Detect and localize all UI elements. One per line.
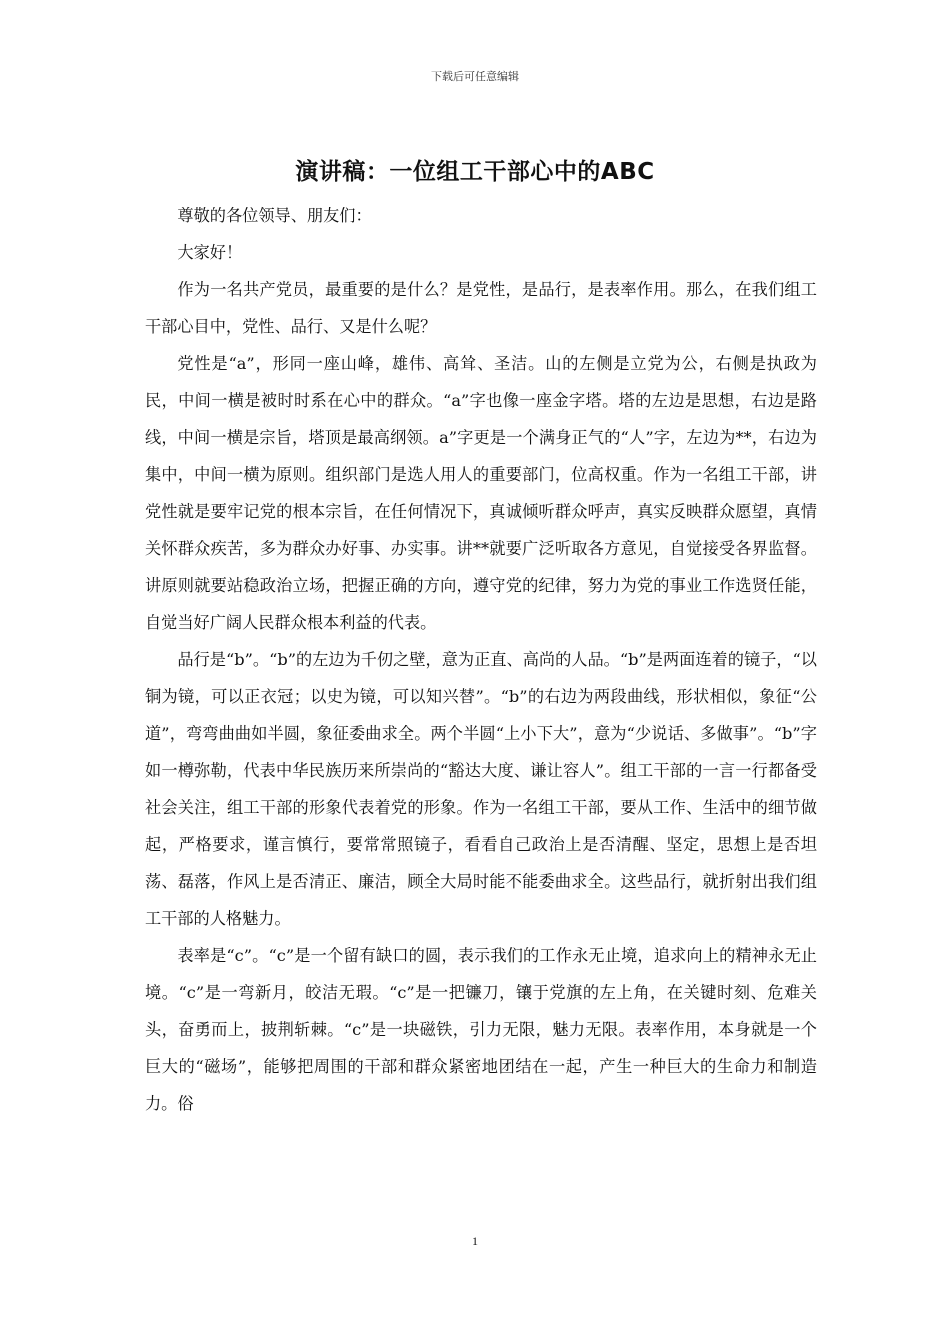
paragraph-salutation: 尊敬的各位领导、朋友们： [177, 206, 372, 225]
paragraph-greeting: 大家好！ [177, 243, 243, 262]
document-body [145, 197, 817, 1122]
page-number: 1 [472, 1234, 478, 1248]
paragraph-conduct-b: 品行是“b”。“b”的左边为千仞之壁，意为正直、高尚的人品。“b”是两面连着的镜子，“以铜为镜，可以正衣冠；以史为镜，可以知兴替”。“b”的右边为两段曲线，形状相似，象征“公道”，弯弯曲曲如半圆，象征委曲求全。两个半圆“上小下大”，意为“少说话、多做事”。“b”字如一樽弥勒，代表中华民族历来所崇尚的“豁达大度、谦让容人”。组工干部的一言一行都备受社会关注，组工干部的形象代表着党的形象。作为一名组工干部，要从工作、生活中的细节做起，严格要求，谨言慎行，要常常照镜子，看看自己政治上是否清醒、坚定，思想上是否坦荡、磊落，作风上是否清正、廉洁，顾全大局时能不能委曲求全。这些品行，就折射出我们组工干部的人格魅力。 [145, 650, 817, 928]
paragraph-party-spirit-a: 党性是“a”，形同一座山峰，雄伟、高耸、圣洁。山的左侧是立党为公，右侧是执政为民，中间一横是被时时系在心中的群众。“a”字也像一座金字塔。塔的左边是思想，右边是路线，中间一横是宗旨，塔顶是最高纲领。a”字更是一个满身正气的“人”字，左边为**，右边为集中，中间一横为原则。组织部门是选人用人的重要部门，位高权重。作为一名组工干部，讲党性就是要牢记党的根本宗旨，在任何情况下，真诚倾听群众呼声，真实反映群众愿望，真情关怀群众疾苦，多为群众办好事、办实事。讲**就要广泛听取各方意见，自觉接受各界监督。讲原则就要站稳政治立场，把握正确的方向，遵守党的纪律，努力为党的事业工作选贤任能，自觉当好广阔人民群众根本利益的代表。 [145, 354, 817, 632]
document-title: 演讲稿：一位组工干部心中的ABC [295, 159, 655, 185]
paragraph-example-c: 表率是“c”。“c”是一个留有缺口的圆，表示我们的工作永无止境，追求向上的精神永无止境。“c”是一弯新月，皎洁无瑕。“c”是一把镰刀，镶于党旗的左上角，在关键时刻、危难关头，奋勇而上，披荆斩棘。“c”是一块磁铁，引力无限，魅力无限。表率作用，本身就是一个巨大的“磁场”，能够把周围的干部和群众紧密地团结在一起，产生一种巨大的生命力和制造力。俗 [145, 946, 817, 1113]
paragraph-intro: 作为一名共产党员，最重要的是什么？是党性，是品行，是表率作用。那么，在我们组工干部心目中，党性、品行、又是什么呢？ [145, 280, 817, 336]
page-header-note: 下载后可任意编辑 [431, 70, 519, 83]
